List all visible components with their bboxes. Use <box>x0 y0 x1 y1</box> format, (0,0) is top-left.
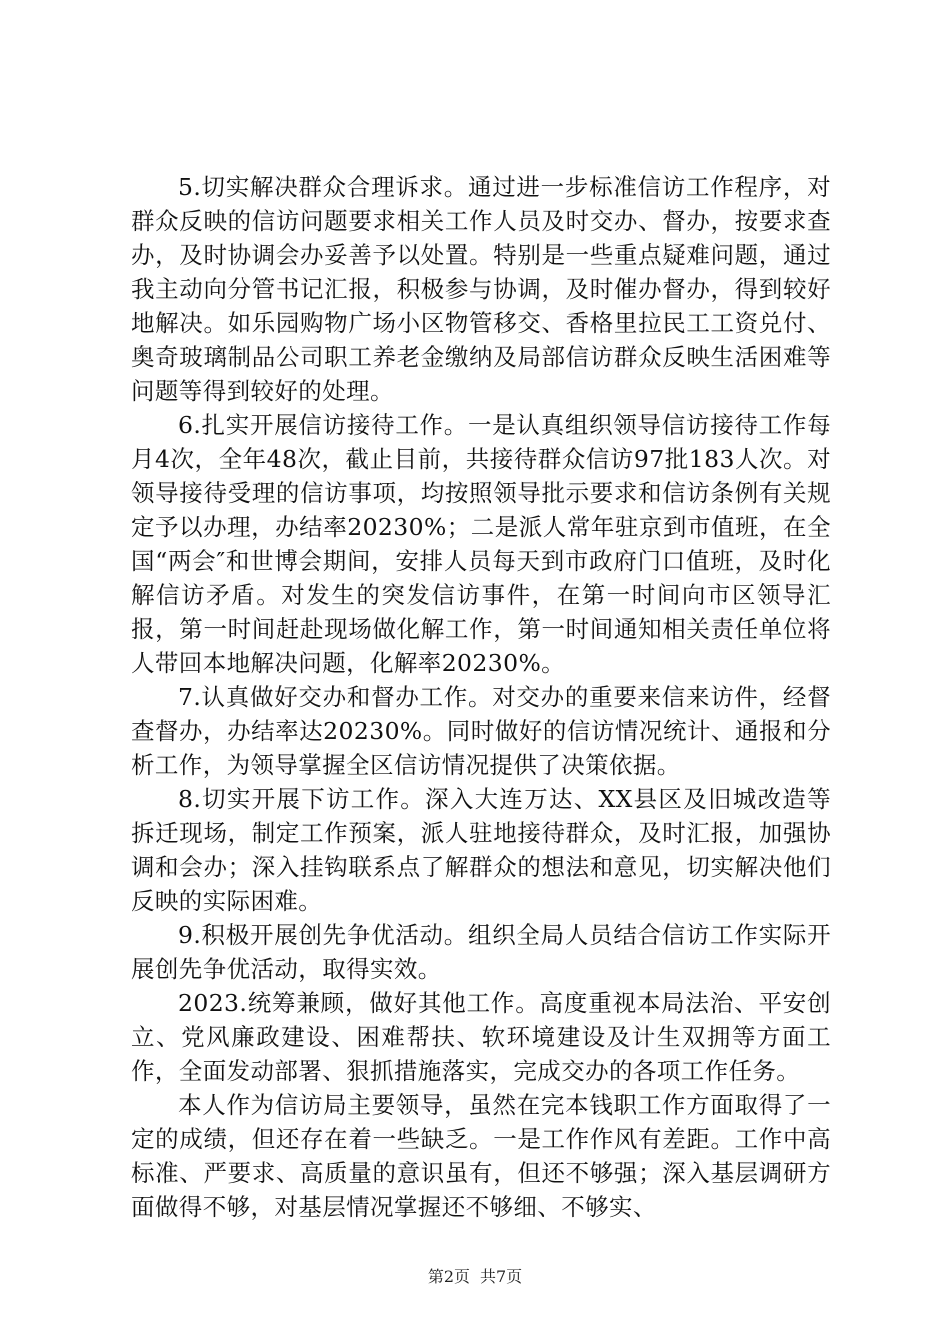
page-total: 共7页 <box>480 1267 523 1286</box>
document-body <box>131 170 831 1224</box>
paragraph-item-6: 6.扎实开展信访接待工作。一是认真组织领导信访接待工作每月4次，全年48次，截止目前，共接待群众信访97批183人次。对领导接待受理的信访事项，均按照领导批示要求和信访条例有关规定予以办理，办结率20230%；二是派人常年驻京到市值班，在全国“两会″和世博会期间，安排人员每天到市政府门口值班，及时化解信访矛盾。对发生的突发信访事件，在第一时间向市区领导汇报，第一时间赶赴现场做化解工作，第一时间通知相关责任单位将人带回本地解决问题，化解率20230%。 <box>131 411 831 677</box>
paragraph-item-5: 5.切实解决群众合理诉求。通过进一步标准信访工作程序，对群众反映的信访问题要求相关工作人员及时交办、督办，按要求查办，及时协调会办妥善予以处置。特别是一些重点疑难问题，通过我主动向分管书记汇报，积极参与协调，及时催办督办，得到较好地解决。如乐园购物广场小区物管移交、香格里拉民工工资兑付、奥奇玻璃制品公司职工养老金缴纳及局部信访群众反映生活困难等问题等得到较好的处理。 <box>131 173 831 405</box>
paragraph-item-10: 2023.统筹兼顾，做好其他工作。高度重视本局法治、平安创立、党风廉政建设、困难帮扶、软环境建设及计生双拥等方面工作，全面发动部署、狠抓措施落实，完成交办的各项工作任务。 <box>131 989 831 1085</box>
page-footer <box>0 1267 950 1287</box>
paragraph-item-8: 8.切实开展下访工作。深入大连万达、XX县区及旧城改造等拆迁现场，制定工作预案，派人驻地接待群众，及时汇报，加强协调和会办；深入挂钩联系点了解群众的想法和意见，切实解决他们反映的实际困难。 <box>131 785 831 915</box>
page-number: 第2页 <box>427 1267 470 1286</box>
paragraph-self-assessment: 本人作为信访局主要领导，虽然在完本钱职工作方面取得了一定的成绩，但还存在着一些缺乏。一是工作作风有差距。工作中高标准、严要求、高质量的意识虽有，但还不够强；深入基层调研方面做得不够，对基层情况掌握还不够细、不够实、 <box>131 1091 831 1221</box>
paragraph-item-9: 9.积极开展创先争优活动。组织全局人员结合信访工作实际开展创先争优活动，取得实效。 <box>131 921 831 983</box>
paragraph-item-7: 7.认真做好交办和督办工作。对交办的重要来信来访件，经督查督办，办结率达20230%。同时做好的信访情况统计、通报和分析工作，为领导掌握全区信访情况提供了决策依据。 <box>131 683 831 779</box>
